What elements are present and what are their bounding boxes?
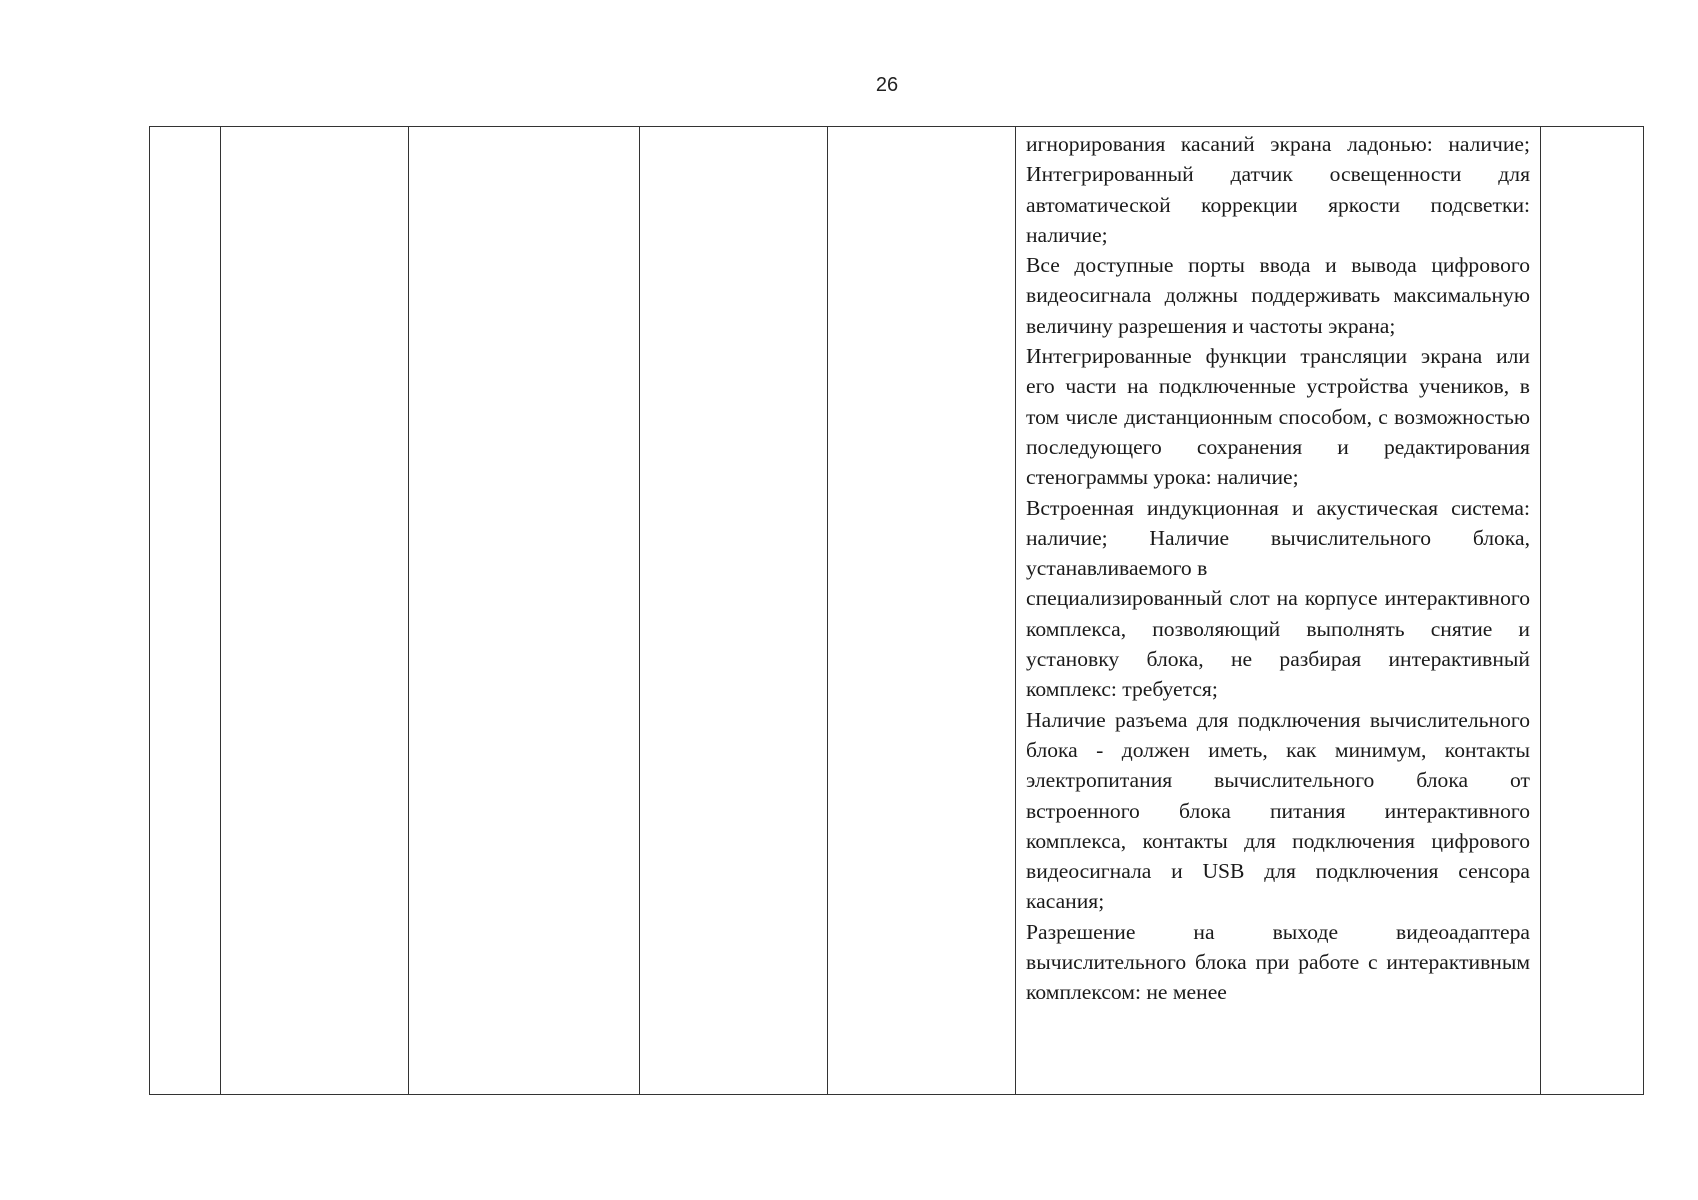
- table-cell-col-5: [828, 127, 1016, 1095]
- table-cell-specification: [1016, 127, 1541, 1095]
- table-cell-col-2: [221, 127, 409, 1095]
- specification-table: [149, 126, 1644, 1095]
- spec-paragraph: Наличие разъема для подключения вычислительного блока - должен иметь, как минимум, контакты электропитания вычислительного блока от встроенного блока питания интерактивного комплекса, контакты для подключения цифрового видеосигнала и USB для подключения сенсора касания;: [1026, 707, 1530, 914]
- table-cell-number: [150, 127, 221, 1095]
- spec-paragraph: Встроенная индукционная и акустическая система: наличие; Наличие вычислительного блока, устанавливаемого в: [1026, 495, 1530, 581]
- table-row: [150, 127, 1644, 1095]
- table-cell-col-3: [409, 127, 640, 1095]
- table-cell-last: [1541, 127, 1644, 1095]
- spec-paragraph: Интегрированные функции трансляции экрана или его части на подключенные устройства учеников, в том числе дистанционным способом, с возможностью последующего сохранения и редактирования стенограммы урока: наличие;: [1026, 344, 1530, 490]
- table-cell-col-4: [640, 127, 828, 1095]
- spec-paragraph: Все доступные порты ввода и вывода цифрового видеосигнала должны поддерживать максимальную величину разрешения и частоты экрана;: [1026, 253, 1530, 338]
- page-number: 26: [875, 74, 899, 96]
- spec-paragraph: специализированный слот на корпусе интерактивного комплекса, позволяющий выполнять снятие и установку блока, не разбирая интерактивный комплекс: требуется;: [1026, 586, 1530, 702]
- spec-paragraph: игнорирования касаний экрана ладонью: наличие; Интегрированный датчик освещенности для автоматической коррекции яркости подсветки: наличие;: [1026, 132, 1530, 247]
- spec-paragraph: Разрешение на выходе видеоадаптера вычислительного блока при работе с интерактивным комплексом: не менее: [1026, 919, 1530, 1005]
